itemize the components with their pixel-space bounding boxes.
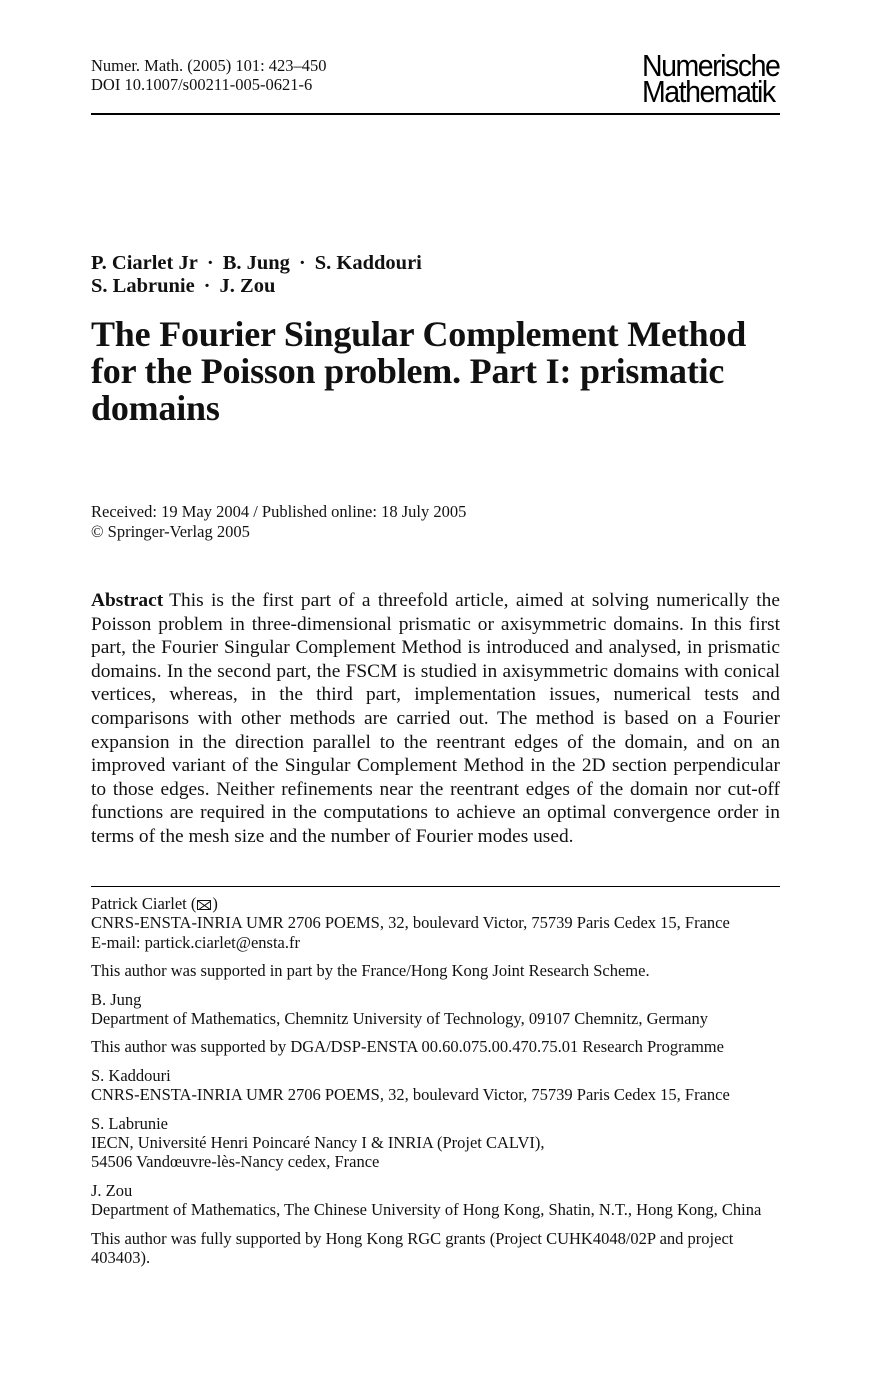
journal-logo-line-1: Numerische (641, 48, 779, 83)
header-divider (91, 113, 780, 115)
journal-logo (641, 48, 779, 109)
affiliation-ciarlet (91, 894, 780, 952)
abstract (91, 589, 780, 849)
author-email[interactable]: E-mail: partick.ciarlet@ensta.fr (91, 932, 300, 952)
publication-dates (91, 502, 466, 542)
affiliation-zou (91, 1181, 780, 1220)
citation-line: Numer. Math. (2005) 101: 423–450 (91, 56, 327, 75)
author-name: S. Labrunie (91, 275, 195, 297)
affiliation-kaddouri (91, 1066, 780, 1105)
author-address-line-1: IECN, Université Henri Poincaré Nancy I & INRIA (Projet CALVI), (91, 1133, 545, 1153)
author-list (91, 252, 422, 298)
author-line-1 (91, 252, 422, 275)
author-separator: · (203, 275, 211, 297)
author-name-end: ) (212, 894, 218, 913)
affiliation-jung (91, 990, 780, 1029)
author-name: B. Jung (222, 252, 290, 274)
author-name: P. Ciarlet Jr (91, 252, 198, 274)
envelope-icon (197, 900, 211, 910)
author-name: Patrick Ciarlet ( (91, 894, 197, 913)
journal-citation (91, 56, 327, 94)
support-note: This author was fully supported by Hong Kong RGC grants (Project CUHK4048/02P and project 403403). (91, 1228, 734, 1268)
abstract-label: Abstract (91, 590, 164, 611)
author-name: J. Zou (91, 1180, 133, 1200)
author-line-2 (91, 275, 422, 298)
paper-title: The Fourier Singular Complement Method for the Poisson problem. Part I: prismatic domains (91, 314, 747, 428)
author-name: S. Kaddouri (314, 252, 422, 274)
journal-logo-line-2: Mathematik (641, 74, 775, 109)
copyright-notice: © Springer-Verlag 2005 (91, 522, 250, 541)
author-separator: · (298, 252, 306, 274)
author-address-line-2: 54506 Vandœuvre-lès-Nancy cedex, France (91, 1152, 380, 1172)
affiliation-labrunie (91, 1114, 780, 1172)
support-note: This author was supported by DGA/DSP-ENSTA 00.60.075.00.470.75.01 Research Programme (91, 1037, 724, 1057)
affiliations (91, 894, 780, 1277)
author-name: B. Jung (91, 989, 142, 1009)
author-name: J. Zou (219, 275, 276, 297)
abstract-text: This is the first part of a threefold article, aimed at solving numerically the Poisson problem in three-dimensional prismatic or axisymmetric domains. In this first part, the Fourier Singular Complement Method is introduced and analysed, in prismatic domains. In the second part, the FSCM is studied in axisymmetric domains with conical vertices, whereas, in the third part, implementation issues, numerical tests and comparisons with other methods are carried out. The method is based on a Fourier expansion in the direction parallel to the reentrant edges of the domain, and on an improved variant of the Singular Complement Method in the 2D section perpendicular to those edges. Neither refinements near the reentrant edges of the domain nor cut-off functions are required in the computations to achieve an optimal convergence order in terms of the mesh size and the number of Fourier modes used. (91, 590, 780, 847)
support-note: This author was supported in part by the France/Hong Kong Joint Research Scheme. (91, 961, 650, 981)
author-address: Department of Mathematics, The Chinese University of Hong Kong, Shatin, N.T., Hong Kong, China (91, 1200, 762, 1220)
doi-line: DOI 10.1007/s00211-005-0621-6 (91, 75, 313, 94)
author-name: S. Kaddouri (91, 1065, 171, 1085)
author-name: S. Labrunie (91, 1113, 168, 1133)
author-separator: · (206, 252, 214, 274)
footnote-divider (91, 886, 780, 887)
author-name-line (91, 894, 780, 913)
author-address: Department of Mathematics, Chemnitz University of Technology, 09107 Chemnitz, Germany (91, 1009, 708, 1029)
author-address: CNRS-ENSTA-INRIA UMR 2706 POEMS, 32, boulevard Victor, 75739 Paris Cedex 15, France (91, 1085, 730, 1105)
received-date: Received: 19 May 2004 / Published online: 18 July 2005 (91, 502, 467, 521)
author-address: CNRS-ENSTA-INRIA UMR 2706 POEMS, 32, boulevard Victor, 75739 Paris Cedex 15, France (91, 913, 730, 933)
